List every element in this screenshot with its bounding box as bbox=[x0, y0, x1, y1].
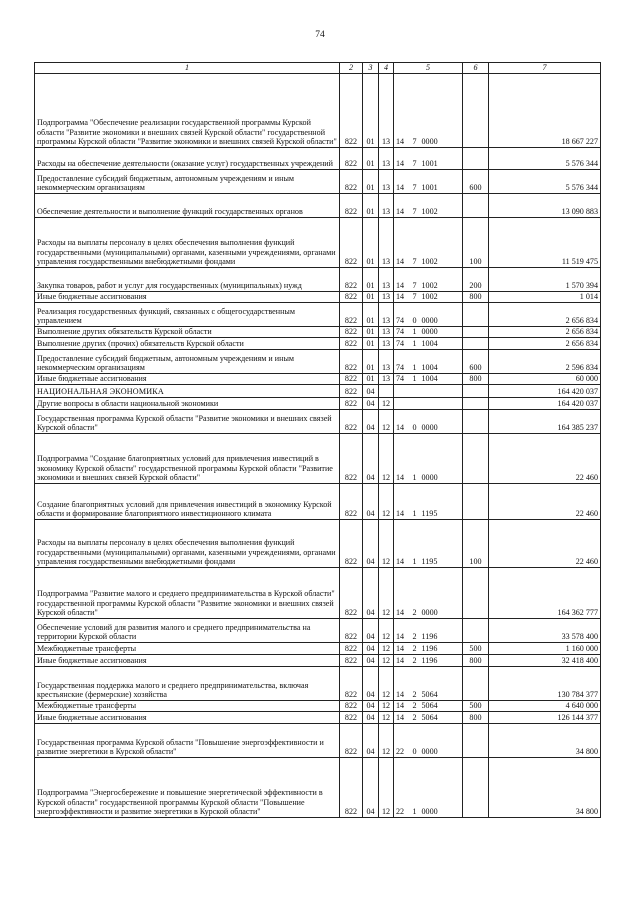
target-program-cell: 14 bbox=[394, 484, 410, 520]
row-name-cell: Расходы на выплаты персоналу в целях обеспечения выполнения функций государственными (муниципальными) органами, казенными учреждениями, органами управления государственными внебюджетными фондами bbox=[35, 218, 340, 268]
admin-code-cell: 822 bbox=[340, 434, 363, 484]
target-item-cell: 1004 bbox=[420, 350, 463, 374]
row-name-cell: Государственная поддержка малого и среднего предпринимательства, включая крестьянские (фермерские) хозяйства bbox=[35, 667, 340, 701]
amount-cell: 2 656 834 bbox=[489, 303, 601, 327]
amount-cell: 18 667 227 bbox=[489, 74, 601, 148]
admin-code-cell: 822 bbox=[340, 619, 363, 643]
subsection-code-cell: 12 bbox=[379, 410, 394, 434]
section-code-cell: 04 bbox=[363, 724, 379, 758]
subsection-code-cell: 12 bbox=[379, 724, 394, 758]
table-row bbox=[35, 374, 601, 385]
row-name-cell: Закупка товаров, работ и услуг для государственных (муниципальных) нужд bbox=[35, 268, 340, 292]
target-program-cell: 74 bbox=[394, 303, 410, 327]
section-code-cell: 04 bbox=[363, 712, 379, 724]
section-code-cell: 04 bbox=[363, 758, 379, 818]
expense-type-cell: 800 bbox=[463, 292, 489, 303]
target-item-cell: 0000 bbox=[420, 410, 463, 434]
table-row bbox=[35, 385, 601, 398]
section-code-cell: 04 bbox=[363, 701, 379, 712]
amount-cell: 130 784 377 bbox=[489, 667, 601, 701]
section-code-cell: 04 bbox=[363, 484, 379, 520]
target-program-cell: 14 bbox=[394, 194, 410, 218]
table-row bbox=[35, 74, 601, 148]
expense-type-cell: 800 bbox=[463, 655, 489, 667]
target-program-cell: 14 bbox=[394, 410, 410, 434]
row-name-cell: Обеспечение деятельности и выполнение функций государственных органов bbox=[35, 194, 340, 218]
target-subprogram-cell: 7 bbox=[410, 74, 420, 148]
expense-type-cell: 800 bbox=[463, 374, 489, 385]
admin-code-cell: 822 bbox=[340, 218, 363, 268]
admin-code-cell: 822 bbox=[340, 724, 363, 758]
header-cell: 3 bbox=[363, 63, 379, 74]
row-name-cell: Межбюджетные трансферты bbox=[35, 643, 340, 655]
amount-cell: 22 460 bbox=[489, 484, 601, 520]
target-program-cell: 14 bbox=[394, 619, 410, 643]
row-name-cell: Предоставление субсидий бюджетным, автономным учреждениям и иным некоммерческим организациям bbox=[35, 350, 340, 374]
admin-code-cell: 822 bbox=[340, 758, 363, 818]
target-program-cell: 14 bbox=[394, 701, 410, 712]
admin-code-cell: 822 bbox=[340, 398, 363, 410]
target-item-cell: 1001 bbox=[420, 170, 463, 194]
row-name-cell: Иные бюджетные ассигнования bbox=[35, 712, 340, 724]
admin-code-cell: 822 bbox=[340, 170, 363, 194]
target-item-cell: 1195 bbox=[420, 520, 463, 568]
admin-code-cell: 822 bbox=[340, 484, 363, 520]
table-row bbox=[35, 292, 601, 303]
target-program-cell bbox=[394, 398, 410, 410]
target-subprogram-cell: 0 bbox=[410, 303, 420, 327]
target-item-cell: 0000 bbox=[420, 568, 463, 619]
target-item-cell bbox=[420, 385, 463, 398]
section-code-cell: 01 bbox=[363, 374, 379, 385]
amount-cell: 13 090 883 bbox=[489, 194, 601, 218]
expense-type-cell bbox=[463, 758, 489, 818]
subsection-code-cell: 13 bbox=[379, 303, 394, 327]
table-row bbox=[35, 484, 601, 520]
target-item-cell: 1196 bbox=[420, 619, 463, 643]
row-name-cell: Выполнение других обязательств Курской области bbox=[35, 327, 340, 338]
expense-type-cell bbox=[463, 619, 489, 643]
expense-type-cell: 600 bbox=[463, 170, 489, 194]
subsection-code-cell: 12 bbox=[379, 712, 394, 724]
amount-cell: 60 000 bbox=[489, 374, 601, 385]
subsection-code-cell: 12 bbox=[379, 619, 394, 643]
target-item-cell: 0000 bbox=[420, 303, 463, 327]
subsection-code-cell: 13 bbox=[379, 374, 394, 385]
target-item-cell: 5064 bbox=[420, 667, 463, 701]
expense-type-cell bbox=[463, 667, 489, 701]
target-item-cell: 0000 bbox=[420, 758, 463, 818]
amount-cell: 33 578 400 bbox=[489, 619, 601, 643]
table-row bbox=[35, 268, 601, 292]
admin-code-cell: 822 bbox=[340, 712, 363, 724]
expense-type-cell bbox=[463, 434, 489, 484]
expense-type-cell: 200 bbox=[463, 268, 489, 292]
row-name-cell: Выполнение других (прочих) обязательств Курской области bbox=[35, 338, 340, 350]
subsection-code-cell: 13 bbox=[379, 194, 394, 218]
target-program-cell: 74 bbox=[394, 338, 410, 350]
table-row bbox=[35, 327, 601, 338]
table-row bbox=[35, 170, 601, 194]
row-name-cell: Межбюджетные трансферты bbox=[35, 701, 340, 712]
expense-type-cell bbox=[463, 385, 489, 398]
target-item-cell: 0000 bbox=[420, 327, 463, 338]
table-row bbox=[35, 724, 601, 758]
amount-cell: 1 570 394 bbox=[489, 268, 601, 292]
amount-cell: 2 596 834 bbox=[489, 350, 601, 374]
admin-code-cell: 822 bbox=[340, 292, 363, 303]
admin-code-cell: 822 bbox=[340, 374, 363, 385]
section-code-cell: 01 bbox=[363, 292, 379, 303]
row-name-cell: Обеспечение условий для развития малого и среднего предпринимательства на территории Курской области bbox=[35, 619, 340, 643]
amount-cell: 5 576 344 bbox=[489, 170, 601, 194]
header-cell: 4 bbox=[379, 63, 394, 74]
table-body bbox=[35, 63, 601, 818]
amount-cell: 22 460 bbox=[489, 520, 601, 568]
admin-code-cell: 822 bbox=[340, 303, 363, 327]
section-code-cell: 01 bbox=[363, 327, 379, 338]
section-code-cell: 04 bbox=[363, 655, 379, 667]
target-subprogram-cell: 7 bbox=[410, 194, 420, 218]
section-code-cell: 01 bbox=[363, 218, 379, 268]
header-cell: 7 bbox=[489, 63, 601, 74]
table-row bbox=[35, 520, 601, 568]
target-subprogram-cell: 7 bbox=[410, 148, 420, 170]
row-name-cell: Иные бюджетные ассигнования bbox=[35, 374, 340, 385]
subsection-code-cell: 12 bbox=[379, 568, 394, 619]
target-subprogram-cell: 1 bbox=[410, 484, 420, 520]
expense-type-cell: 500 bbox=[463, 701, 489, 712]
target-subprogram-cell: 1 bbox=[410, 374, 420, 385]
admin-code-cell: 822 bbox=[340, 148, 363, 170]
expense-type-cell bbox=[463, 303, 489, 327]
expense-type-cell bbox=[463, 398, 489, 410]
admin-code-cell: 822 bbox=[340, 350, 363, 374]
amount-cell: 126 144 377 bbox=[489, 712, 601, 724]
target-subprogram-cell: 7 bbox=[410, 218, 420, 268]
subsection-code-cell bbox=[379, 385, 394, 398]
section-code-cell: 04 bbox=[363, 667, 379, 701]
subsection-code-cell: 12 bbox=[379, 655, 394, 667]
expense-type-cell: 500 bbox=[463, 643, 489, 655]
table-row bbox=[35, 148, 601, 170]
expense-type-cell bbox=[463, 338, 489, 350]
expense-type-cell: 800 bbox=[463, 712, 489, 724]
header-cell: 1 bbox=[35, 63, 340, 74]
subsection-code-cell: 12 bbox=[379, 398, 394, 410]
target-item-cell: 0000 bbox=[420, 434, 463, 484]
target-item-cell: 1002 bbox=[420, 218, 463, 268]
subsection-code-cell: 13 bbox=[379, 218, 394, 268]
target-item-cell: 1004 bbox=[420, 374, 463, 385]
row-name-cell: Подпрограмма "Энергосбережение и повышение энергетической эффективности в Курской области" государственной программы Курской области "Повышение энергоэффективности и развитие энергетики в Курской области" bbox=[35, 758, 340, 818]
target-item-cell bbox=[420, 398, 463, 410]
amount-cell: 4 640 000 bbox=[489, 701, 601, 712]
target-subprogram-cell: 7 bbox=[410, 268, 420, 292]
admin-code-cell: 822 bbox=[340, 667, 363, 701]
table-row bbox=[35, 350, 601, 374]
section-code-cell: 01 bbox=[363, 303, 379, 327]
target-subprogram-cell: 2 bbox=[410, 568, 420, 619]
table-row bbox=[35, 194, 601, 218]
target-subprogram-cell: 2 bbox=[410, 619, 420, 643]
section-code-cell: 01 bbox=[363, 268, 379, 292]
target-program-cell: 74 bbox=[394, 374, 410, 385]
target-program-cell: 74 bbox=[394, 350, 410, 374]
target-program-cell bbox=[394, 385, 410, 398]
row-name-cell: Создание благоприятных условий для привлечения инвестиций в экономику Курской области и формирование благоприятного инвестиционного климата bbox=[35, 484, 340, 520]
expense-type-cell: 100 bbox=[463, 520, 489, 568]
target-subprogram-cell: 7 bbox=[410, 170, 420, 194]
subsection-code-cell: 12 bbox=[379, 643, 394, 655]
subsection-code-cell: 13 bbox=[379, 292, 394, 303]
section-code-cell: 04 bbox=[363, 410, 379, 434]
row-name-cell: Государственная программа Курской области "Развитие экономики и внешних связей Курской области" bbox=[35, 410, 340, 434]
target-subprogram-cell: 2 bbox=[410, 701, 420, 712]
section-code-cell: 01 bbox=[363, 170, 379, 194]
row-name-cell: Другие вопросы в области национальной экономики bbox=[35, 398, 340, 410]
admin-code-cell: 822 bbox=[340, 385, 363, 398]
target-subprogram-cell: 2 bbox=[410, 712, 420, 724]
section-code-cell: 04 bbox=[363, 643, 379, 655]
admin-code-cell: 822 bbox=[340, 520, 363, 568]
amount-cell: 11 519 475 bbox=[489, 218, 601, 268]
target-subprogram-cell: 1 bbox=[410, 758, 420, 818]
amount-cell: 164 420 037 bbox=[489, 398, 601, 410]
table-row bbox=[35, 619, 601, 643]
target-program-cell: 14 bbox=[394, 434, 410, 484]
amount-cell: 22 460 bbox=[489, 434, 601, 484]
target-subprogram-cell bbox=[410, 398, 420, 410]
target-program-cell: 14 bbox=[394, 655, 410, 667]
section-code-cell: 01 bbox=[363, 338, 379, 350]
subsection-code-cell: 12 bbox=[379, 484, 394, 520]
section-code-cell: 01 bbox=[363, 350, 379, 374]
admin-code-cell: 822 bbox=[340, 194, 363, 218]
expense-type-cell bbox=[463, 568, 489, 619]
row-name-cell: Подпрограмма "Развитие малого и среднего предпринимательства в Курской области" государственной программы Курской области "Развитие экономики и внешних связей Курской области" bbox=[35, 568, 340, 619]
target-program-cell: 14 bbox=[394, 268, 410, 292]
amount-cell: 1 160 000 bbox=[489, 643, 601, 655]
target-subprogram-cell: 2 bbox=[410, 643, 420, 655]
amount-cell: 32 418 400 bbox=[489, 655, 601, 667]
amount-cell: 1 014 bbox=[489, 292, 601, 303]
target-item-cell: 1004 bbox=[420, 338, 463, 350]
budget-table bbox=[34, 62, 601, 818]
target-item-cell: 1195 bbox=[420, 484, 463, 520]
target-subprogram-cell: 1 bbox=[410, 520, 420, 568]
table-row bbox=[35, 410, 601, 434]
table-row bbox=[35, 667, 601, 701]
target-program-cell: 14 bbox=[394, 667, 410, 701]
admin-code-cell: 822 bbox=[340, 268, 363, 292]
subsection-code-cell: 12 bbox=[379, 667, 394, 701]
target-program-cell: 14 bbox=[394, 170, 410, 194]
header-cell: 5 bbox=[394, 63, 463, 74]
amount-cell: 5 576 344 bbox=[489, 148, 601, 170]
amount-cell: 164 385 237 bbox=[489, 410, 601, 434]
target-program-cell: 14 bbox=[394, 74, 410, 148]
target-program-cell: 22 bbox=[394, 758, 410, 818]
table-row bbox=[35, 655, 601, 667]
target-item-cell: 5064 bbox=[420, 701, 463, 712]
table-row bbox=[35, 758, 601, 818]
expense-type-cell bbox=[463, 74, 489, 148]
section-code-cell: 04 bbox=[363, 568, 379, 619]
row-name-cell: Реализация государственных функций, связанных с общегосударственным управлением bbox=[35, 303, 340, 327]
subsection-code-cell: 13 bbox=[379, 170, 394, 194]
expense-type-cell bbox=[463, 410, 489, 434]
target-program-cell: 22 bbox=[394, 724, 410, 758]
table-row bbox=[35, 398, 601, 410]
target-item-cell: 1002 bbox=[420, 292, 463, 303]
subsection-code-cell: 13 bbox=[379, 74, 394, 148]
target-subprogram-cell: 0 bbox=[410, 724, 420, 758]
expense-type-cell bbox=[463, 724, 489, 758]
section-code-cell: 04 bbox=[363, 434, 379, 484]
amount-cell: 34 800 bbox=[489, 758, 601, 818]
table-row bbox=[35, 568, 601, 619]
subsection-code-cell: 13 bbox=[379, 148, 394, 170]
target-subprogram-cell: 7 bbox=[410, 292, 420, 303]
target-item-cell: 1002 bbox=[420, 268, 463, 292]
target-program-cell: 14 bbox=[394, 568, 410, 619]
target-item-cell: 1196 bbox=[420, 655, 463, 667]
target-subprogram-cell: 2 bbox=[410, 655, 420, 667]
target-subprogram-cell: 1 bbox=[410, 350, 420, 374]
row-name-cell: Государственная программа Курской области "Повышение энергоэффективности и развитие энергетики в Курской области" bbox=[35, 724, 340, 758]
target-item-cell: 5064 bbox=[420, 712, 463, 724]
target-program-cell: 14 bbox=[394, 712, 410, 724]
target-subprogram-cell: 1 bbox=[410, 434, 420, 484]
target-program-cell: 14 bbox=[394, 148, 410, 170]
row-name-cell: Расходы на обеспечение деятельности (оказание услуг) государственных учреждений bbox=[35, 148, 340, 170]
table-row bbox=[35, 218, 601, 268]
admin-code-cell: 822 bbox=[340, 327, 363, 338]
subsection-code-cell: 13 bbox=[379, 338, 394, 350]
section-code-cell: 01 bbox=[363, 74, 379, 148]
table-row bbox=[35, 434, 601, 484]
subsection-code-cell: 12 bbox=[379, 434, 394, 484]
row-name-cell: Подпрограмма "Создание благоприятных условий для привлечения инвестиций в экономику Курской области" государственной программы Курской области "Развитие экономики и внешних связей Курской области" bbox=[35, 434, 340, 484]
target-subprogram-cell bbox=[410, 385, 420, 398]
table-row bbox=[35, 701, 601, 712]
row-name-cell: Иные бюджетные ассигнования bbox=[35, 655, 340, 667]
header-cell: 2 bbox=[340, 63, 363, 74]
target-program-cell: 14 bbox=[394, 218, 410, 268]
row-name-cell: Иные бюджетные ассигнования bbox=[35, 292, 340, 303]
row-name-cell: Подпрограмма "Обеспечение реализации государственной программы Курской области "Развитие экономики и внешних связей Курской области" государственной программы Курской области "Развитие экономики и внешних связей Курской области" bbox=[35, 74, 340, 148]
row-name-cell: Предоставление субсидий бюджетным, автономным учреждениям и иным некоммерческим организациям bbox=[35, 170, 340, 194]
target-program-cell: 14 bbox=[394, 643, 410, 655]
target-item-cell: 1002 bbox=[420, 194, 463, 218]
amount-cell: 2 656 834 bbox=[489, 327, 601, 338]
table-row bbox=[35, 303, 601, 327]
expense-type-cell bbox=[463, 194, 489, 218]
amount-cell: 2 656 834 bbox=[489, 338, 601, 350]
table-row bbox=[35, 643, 601, 655]
subsection-code-cell: 13 bbox=[379, 327, 394, 338]
subsection-code-cell: 12 bbox=[379, 520, 394, 568]
expense-type-cell bbox=[463, 327, 489, 338]
target-item-cell: 0000 bbox=[420, 74, 463, 148]
expense-type-cell: 100 bbox=[463, 218, 489, 268]
target-program-cell: 14 bbox=[394, 292, 410, 303]
target-item-cell: 0000 bbox=[420, 724, 463, 758]
section-code-cell: 04 bbox=[363, 619, 379, 643]
admin-code-cell: 822 bbox=[340, 701, 363, 712]
admin-code-cell: 822 bbox=[340, 568, 363, 619]
subsection-code-cell: 13 bbox=[379, 350, 394, 374]
admin-code-cell: 822 bbox=[340, 338, 363, 350]
row-name-cell: НАЦИОНАЛЬНАЯ ЭКОНОМИКА bbox=[35, 385, 340, 398]
target-item-cell: 1196 bbox=[420, 643, 463, 655]
target-subprogram-cell: 1 bbox=[410, 327, 420, 338]
page-number: 74 bbox=[315, 30, 325, 40]
admin-code-cell: 822 bbox=[340, 74, 363, 148]
subsection-code-cell: 12 bbox=[379, 758, 394, 818]
row-name-cell: Расходы на выплаты персоналу в целях обеспечения выполнения функций государственными (муниципальными) органами, казенными учреждениями, органами управления государственными внебюджетными фондами bbox=[35, 520, 340, 568]
section-code-cell: 04 bbox=[363, 385, 379, 398]
amount-cell: 164 420 037 bbox=[489, 385, 601, 398]
section-code-cell: 01 bbox=[363, 148, 379, 170]
target-subprogram-cell: 2 bbox=[410, 667, 420, 701]
admin-code-cell: 822 bbox=[340, 643, 363, 655]
target-subprogram-cell: 0 bbox=[410, 410, 420, 434]
expense-type-cell bbox=[463, 484, 489, 520]
target-program-cell: 74 bbox=[394, 327, 410, 338]
amount-cell: 34 800 bbox=[489, 724, 601, 758]
target-item-cell: 1001 bbox=[420, 148, 463, 170]
expense-type-cell bbox=[463, 148, 489, 170]
subsection-code-cell: 12 bbox=[379, 701, 394, 712]
admin-code-cell: 822 bbox=[340, 655, 363, 667]
subsection-code-cell: 13 bbox=[379, 268, 394, 292]
section-code-cell: 04 bbox=[363, 398, 379, 410]
target-subprogram-cell: 1 bbox=[410, 338, 420, 350]
section-code-cell: 01 bbox=[363, 194, 379, 218]
amount-cell: 164 362 777 bbox=[489, 568, 601, 619]
target-program-cell: 14 bbox=[394, 520, 410, 568]
expense-type-cell: 600 bbox=[463, 350, 489, 374]
admin-code-cell: 822 bbox=[340, 410, 363, 434]
table-row bbox=[35, 712, 601, 724]
table-header-row bbox=[35, 63, 601, 74]
table-row bbox=[35, 338, 601, 350]
header-cell: 6 bbox=[463, 63, 489, 74]
section-code-cell: 04 bbox=[363, 520, 379, 568]
